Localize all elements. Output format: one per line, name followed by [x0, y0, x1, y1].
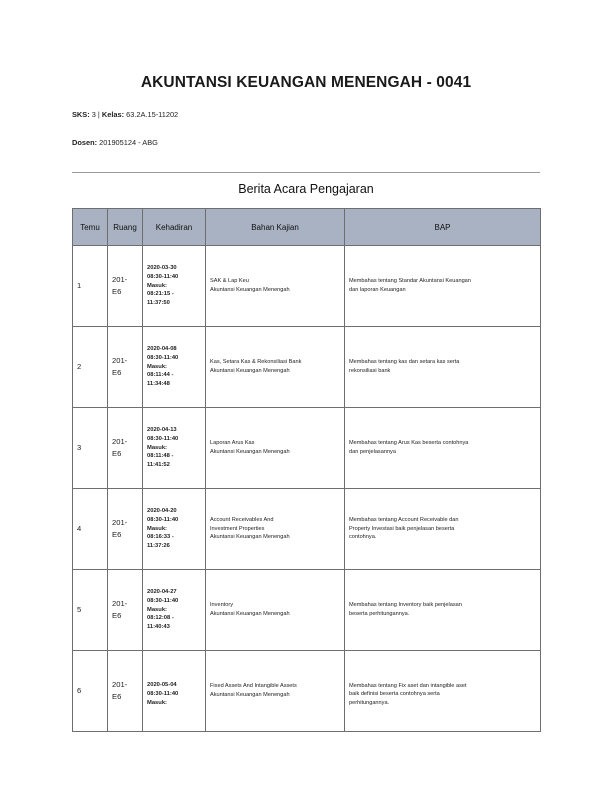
cell-kehadiran-line: 2020-04-08: [147, 345, 177, 352]
cell-kehadiran-line: 08:30-11:40: [147, 273, 179, 280]
column-header-bap: BAP: [345, 209, 541, 246]
table-row: [73, 489, 541, 570]
table-row: [73, 408, 541, 489]
page-title: AKUNTANSI KEUANGAN MENENGAH - 0041: [140, 74, 472, 91]
cell-bahan-kajian-line: SAK & Lap Keu: [210, 278, 249, 285]
cell-kehadiran-line: 11:37:50: [147, 300, 170, 307]
cell-temu: 2: [73, 327, 108, 408]
cell-bap-line: Membahas tentang Inventory baik penjelasan: [349, 602, 462, 609]
cell-kehadiran-line: 2020-04-27: [147, 588, 177, 595]
cell-bap-line: perhitungannya.: [349, 699, 390, 706]
column-header-temu: Temu: [73, 209, 108, 246]
cell-bap-line: Membahas tentang Standar Akuntansi Keuangan: [349, 278, 471, 285]
cell-bap: [345, 327, 541, 408]
cell-bahan-kajian: [206, 570, 345, 651]
cell-ruang-line: 201-: [112, 436, 128, 446]
cell-bap-line: Membahas tentang Arus Kas beserta contohnya: [349, 440, 469, 447]
cell-kehadiran-line: Masuk:: [147, 699, 167, 706]
cell-kehadiran: [143, 327, 206, 408]
cell-kehadiran-line: 08:11:44 -: [147, 372, 174, 379]
cell-bahan-kajian: [206, 246, 345, 327]
cell-bahan-kajian: [206, 489, 345, 570]
kelas-value: 63.2A.15-11202: [124, 110, 179, 119]
cell-kehadiran: [143, 489, 206, 570]
cell-bap-line: rekonsiliasi bank: [349, 368, 391, 374]
cell-kehadiran-line: 08:16:33 -: [147, 534, 174, 541]
cell-bap-line: beserta perhitungannya.: [349, 611, 410, 617]
sks-value: 3 |: [89, 110, 102, 119]
cell-ruang-line: 201-: [112, 679, 128, 689]
cell-ruang-line: E6: [112, 449, 122, 458]
cell-ruang-line: E6: [112, 611, 122, 620]
cell-bap-line: Property Investasi baik penjelasan beserta: [349, 525, 455, 532]
course-meta-line: [72, 110, 178, 119]
cell-kehadiran-line: 08:21:15 -: [147, 291, 174, 298]
cell-bahan-kajian: [206, 327, 345, 408]
cell-bahan-kajian-line: Investment Properties: [210, 525, 265, 532]
kelas-label: Kelas:: [101, 110, 125, 119]
dosen-value: 201905124 - ABG: [97, 138, 158, 147]
cell-bap: [345, 489, 541, 570]
cell-kehadiran: [143, 246, 206, 327]
cell-ruang: [108, 246, 143, 327]
cell-kehadiran: [143, 570, 206, 651]
sks-label: SKS:: [72, 110, 90, 119]
cell-temu: 6: [73, 651, 108, 732]
cell-bahan-kajian-line: Akuntansi Keuangan Menengah: [210, 287, 290, 293]
cell-ruang: [108, 327, 143, 408]
cell-kehadiran-line: 08:12:08 -: [147, 615, 174, 622]
teaching-report-table: [72, 208, 541, 732]
cell-kehadiran-line: 11:34:48: [147, 381, 170, 388]
cell-kehadiran-line: 11:37:26: [147, 543, 170, 550]
cell-bahan-kajian-line: Account Receivables And: [210, 517, 274, 524]
cell-bahan-kajian-line: Laporan Arus Kas: [210, 440, 255, 447]
cell-temu: 1: [73, 246, 108, 327]
cell-ruang: [108, 408, 143, 489]
cell-bap-line: Membahas tentang Account Receivable dan: [349, 517, 459, 524]
cell-ruang-line: E6: [112, 287, 122, 296]
divider: [72, 172, 540, 173]
cell-ruang-line: E6: [112, 530, 122, 539]
cell-bap: [345, 408, 541, 489]
cell-bap-line: dan laporan Keuangan: [349, 287, 406, 293]
cell-kehadiran-line: 2020-03-30: [147, 264, 177, 271]
cell-bahan-kajian-line: Akuntansi Keuangan Menengah: [210, 449, 290, 455]
cell-kehadiran: [143, 651, 206, 732]
cell-bahan-kajian: [206, 651, 345, 732]
table-row: [73, 327, 541, 408]
cell-kehadiran-line: 2020-04-20: [147, 507, 177, 514]
cell-bahan-kajian-line: Akuntansi Keuangan Menengah: [210, 534, 290, 541]
cell-kehadiran-line: 11:40:43: [147, 624, 170, 631]
cell-temu: 4: [73, 489, 108, 570]
cell-bap-line: dan penjelasannya: [349, 449, 396, 455]
cell-ruang: [108, 489, 143, 570]
cell-kehadiran-line: Masuk:: [147, 444, 167, 451]
cell-kehadiran-line: 08:30-11:40: [147, 354, 179, 361]
cell-kehadiran-line: 2020-05-04: [147, 682, 177, 689]
cell-temu: 3: [73, 408, 108, 489]
cell-ruang: [108, 651, 143, 732]
table-row: [73, 246, 541, 327]
cell-ruang-line: 201-: [112, 517, 128, 527]
cell-bahan-kajian-line: Akuntansi Keuangan Menengah: [210, 611, 290, 617]
cell-kehadiran-line: Masuk:: [147, 525, 167, 532]
table-body: [73, 246, 541, 732]
cell-kehadiran-line: Masuk:: [147, 606, 167, 613]
cell-bahan-kajian-line: Akuntansi Keuangan Menengah: [210, 368, 290, 374]
cell-bap: [345, 246, 541, 327]
section-title: Berita Acara Pengajaran: [238, 182, 374, 196]
cell-bahan-kajian-line: Fixed Assets And Intangible Assets: [210, 683, 297, 690]
cell-kehadiran-line: 08:30-11:40: [147, 516, 179, 523]
column-header-bahan-kajian: Bahan Kajian: [206, 209, 345, 246]
cell-ruang-line: 201-: [112, 598, 128, 608]
cell-bap-line: contohnya.: [349, 534, 377, 541]
cell-kehadiran-line: 08:30-11:40: [147, 435, 179, 442]
column-header-ruang: Ruang: [108, 209, 143, 246]
dosen-label: Dosen:: [72, 138, 98, 147]
cell-kehadiran: [143, 408, 206, 489]
cell-kehadiran-line: 2020-04-13: [147, 426, 177, 433]
cell-bap-line: baik definisi beserta contohnya serta: [349, 691, 440, 698]
table-header-row: [73, 209, 541, 246]
table-row: [73, 651, 541, 732]
cell-kehadiran-line: 08:30-11:40: [147, 597, 179, 604]
cell-bap: [345, 570, 541, 651]
cell-kehadiran-line: 08:11:48 -: [147, 453, 174, 460]
cell-kehadiran-line: Masuk:: [147, 282, 167, 289]
cell-ruang-line: 201-: [112, 355, 128, 365]
cell-bap-line: Membahas tentang kas dan setara kas serta: [349, 359, 460, 366]
cell-bahan-kajian: [206, 408, 345, 489]
cell-bahan-kajian-line: Akuntansi Keuangan Menengah: [210, 692, 290, 698]
cell-ruang-line: 201-: [112, 274, 128, 284]
cell-kehadiran-line: 08:30-11:40: [147, 691, 179, 697]
cell-ruang: [108, 570, 143, 651]
cell-kehadiran-line: Masuk:: [147, 363, 167, 370]
table-row: [73, 570, 541, 651]
cell-ruang-line: E6: [112, 368, 122, 377]
column-header-kehadiran: Kehadiran: [143, 209, 206, 246]
cell-bap-line: Membahas tentang Fix aset dan intangible aset: [349, 682, 467, 689]
cell-bap: [345, 651, 541, 732]
cell-ruang-line: E6: [112, 692, 122, 701]
lecturer-meta-line: [72, 138, 158, 147]
cell-temu: 5: [73, 570, 108, 651]
cell-bahan-kajian-line: Kas, Setara Kas & Rekonsiliasi Bank: [210, 359, 302, 366]
cell-kehadiran-line: 11:41:52: [147, 462, 170, 469]
cell-bahan-kajian-line: Inventory: [210, 602, 234, 609]
